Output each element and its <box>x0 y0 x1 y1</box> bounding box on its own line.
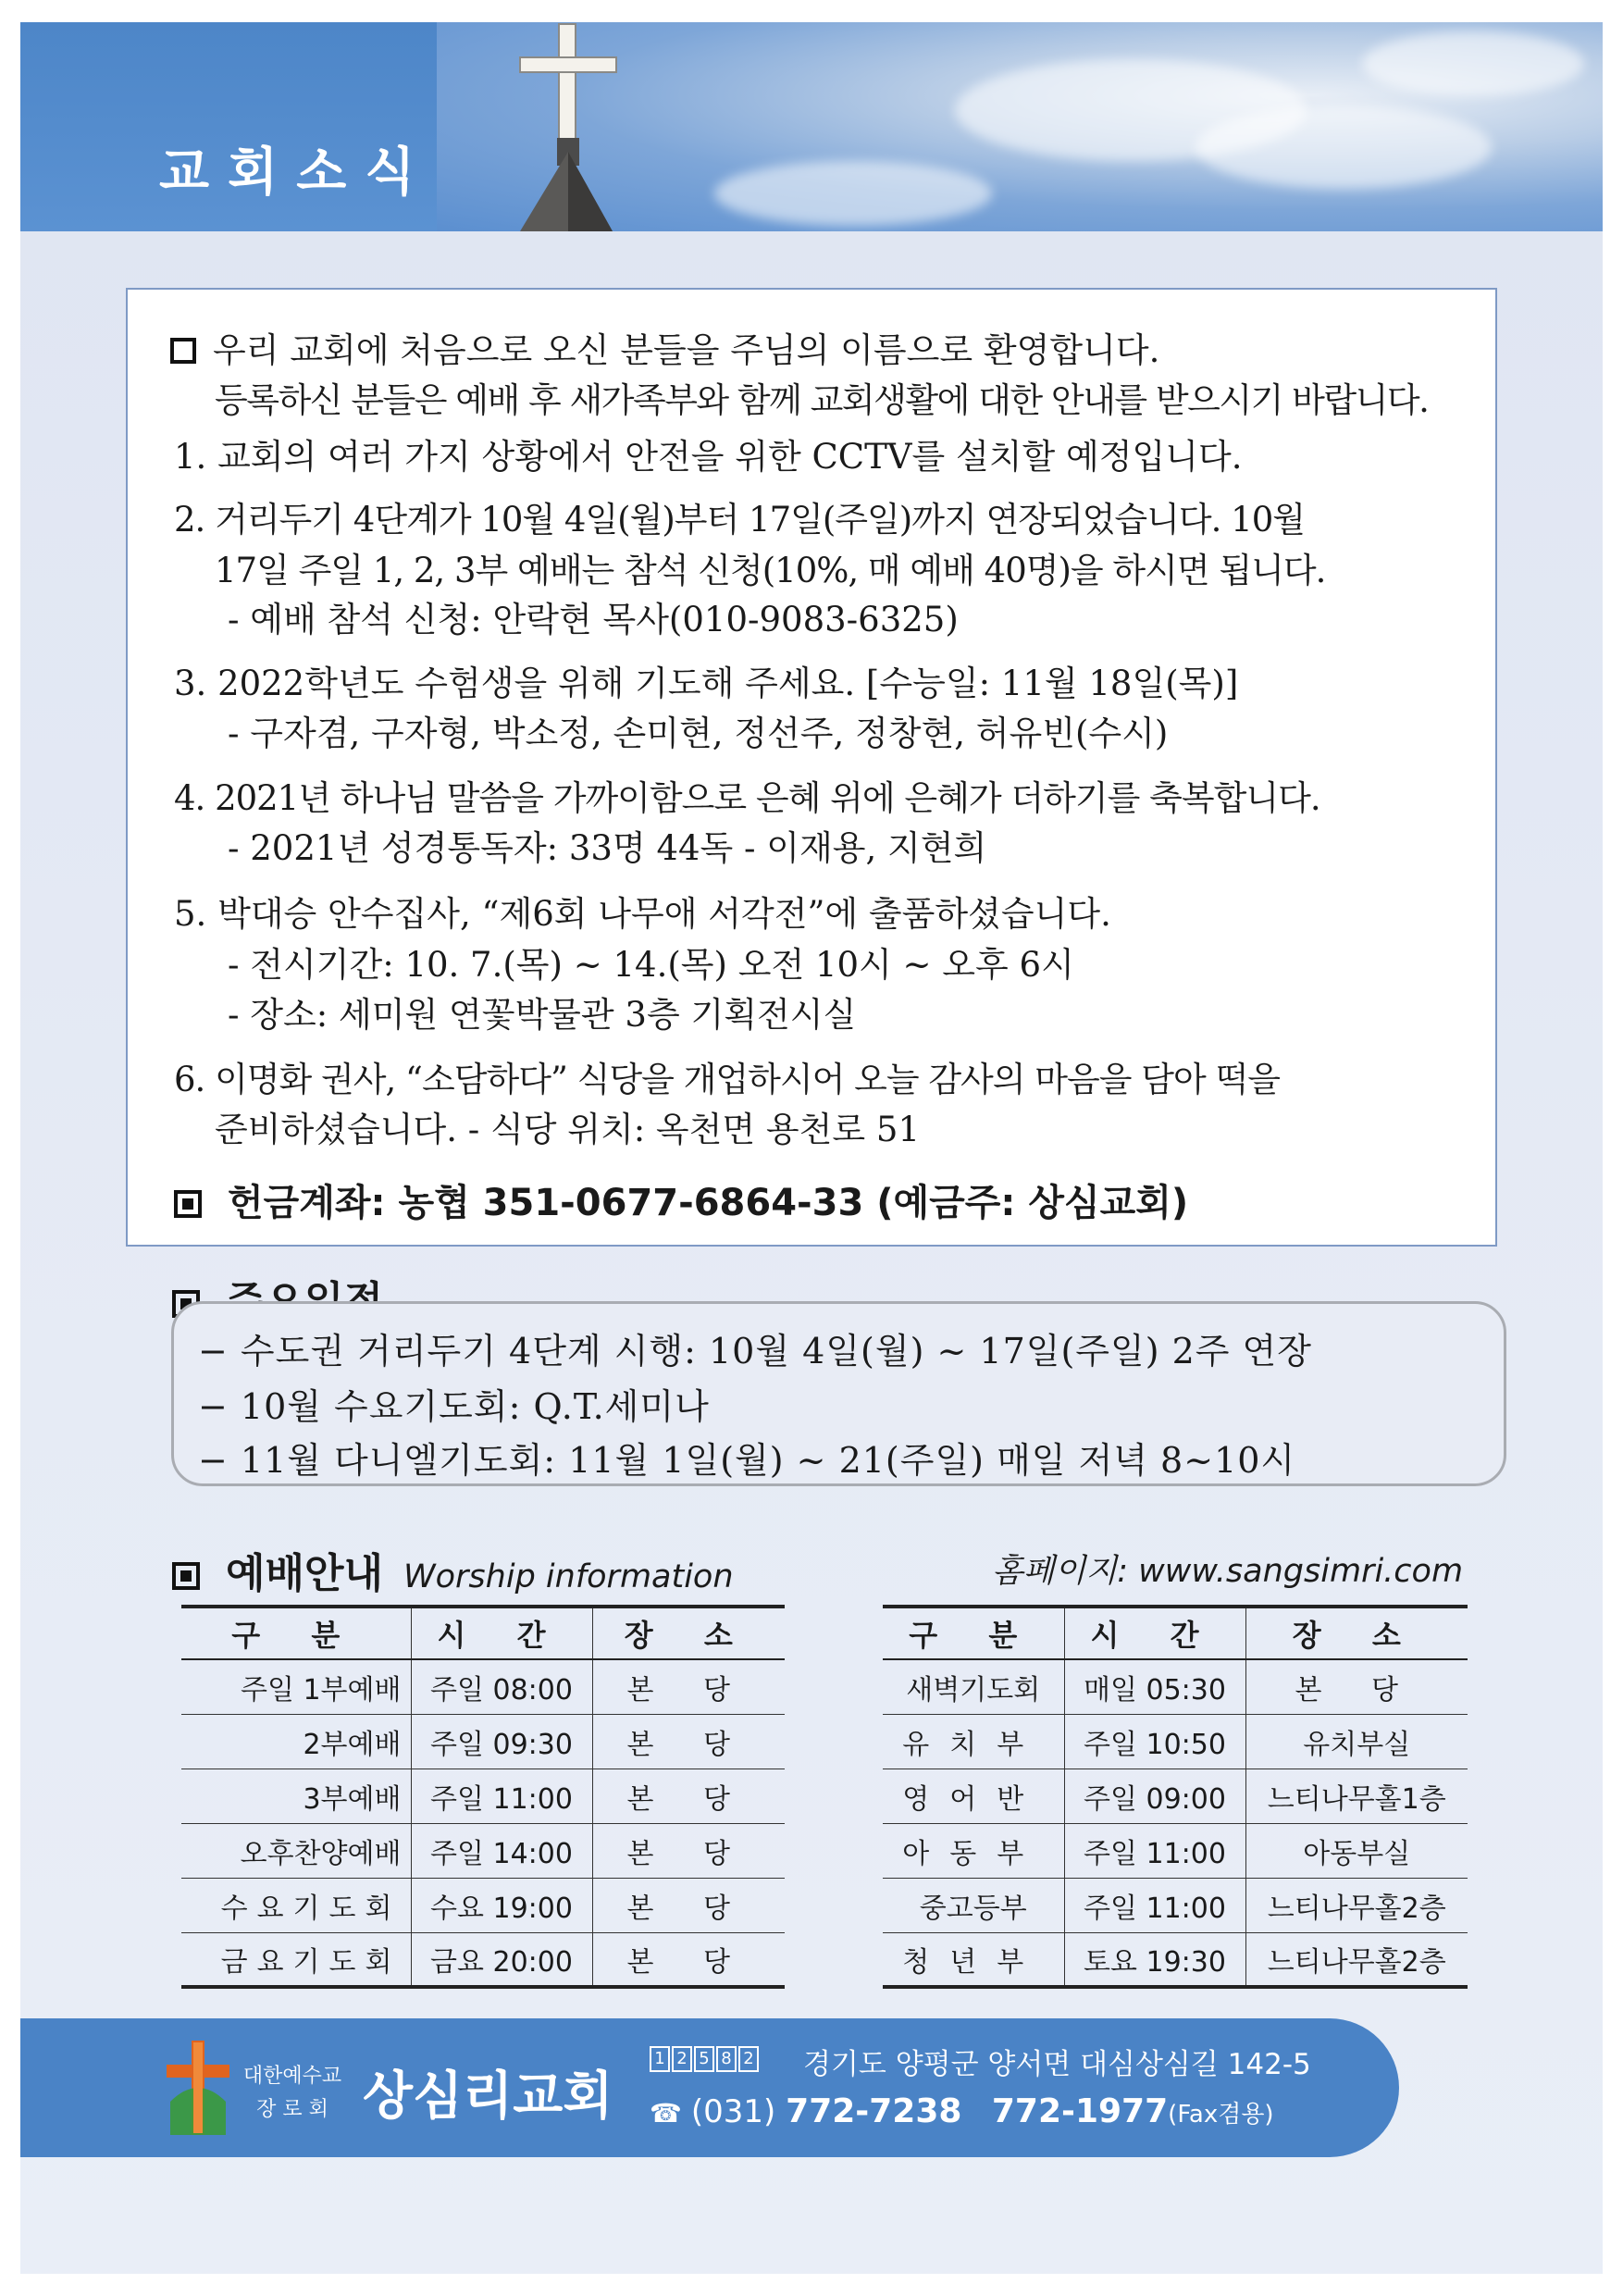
service-name: 금요기도회 <box>181 1932 411 1987</box>
service-time: 토요 19:30 <box>1064 1932 1245 1987</box>
schedule-box <box>171 1301 1506 1486</box>
denomination <box>239 2060 346 2127</box>
table-header-row <box>181 1607 785 1659</box>
phone-number-1: 772-7238 <box>786 2092 962 2130</box>
service-name: 중고등부 <box>883 1878 1064 1932</box>
phone-prefix: (031) <box>690 2093 776 2130</box>
service-name: 영어반 <box>883 1769 1064 1823</box>
table-row <box>181 1714 785 1769</box>
service-time: 주일 09:00 <box>1064 1769 1245 1823</box>
service-name: 오후찬양예배 <box>181 1823 411 1878</box>
service-place: 유치부실 <box>1245 1714 1468 1769</box>
service-place: 본 당 <box>592 1823 785 1878</box>
fax-note: (Fax겸용) <box>1168 2101 1274 2128</box>
church-name: 상심리교회 <box>363 2066 613 2127</box>
column-header: 시 간 <box>411 1607 592 1659</box>
church-cross-logo-icon <box>161 2037 235 2139</box>
offering-account: 헌금계좌: 농협 351-0677-6864-33 (예금주: 상심교회) <box>174 1173 1188 1226</box>
service-name: 주일 1부예배 <box>181 1659 411 1714</box>
church-steeple-cross-icon <box>483 22 668 231</box>
service-place: 아동부실 <box>1245 1823 1468 1878</box>
denomination-line-1: 대한예수교 <box>242 2065 342 2088</box>
service-time: 금요 20:00 <box>411 1932 592 1987</box>
notice-item-2-line-3: - 예배 참석 신청: 안락현 목사(010-9083-6325) <box>228 600 959 639</box>
notice-item-2-line-1: 2. 거리두기 4단계가 10월 4일(월)부터 17일(주일)까지 연장되었습니다. 10월 <box>174 500 1306 540</box>
notice-item-3-line-1: 3. 2022학년도 수험생을 위해 기도해 주세요. [수능일: 11월 18일(목)] <box>174 664 1239 703</box>
phone-number-2: 772-1977 <box>991 2092 1169 2130</box>
column-header: 시 간 <box>1064 1607 1245 1659</box>
notice-item-3-line-2: - 구자겸, 구자형, 박소정, 손미현, 정선주, 정창현, 허유빈(수시) <box>228 714 1169 753</box>
square-bullet-icon <box>170 338 196 364</box>
table-row <box>883 1878 1468 1932</box>
postcode-digit: 5 <box>694 2046 714 2072</box>
table-header-row <box>883 1607 1468 1659</box>
service-place: 본 당 <box>1245 1659 1468 1714</box>
notice-item-1: 1. 교회의 여러 가지 상황에서 안전을 위한 CCTV를 설치할 예정입니다. <box>174 437 1243 477</box>
schedule-line-1: − 수도권 거리두기 4단계 시행: 10월 4일(월) ~ 17일(주일) 2주 연장 <box>198 1331 1312 1371</box>
boxed-square-bullet-icon <box>172 1562 200 1590</box>
notice-item-5-line-2: - 전시기간: 10. 7.(목) ~ 14.(목) 오전 10시 ~ 오후 6시 <box>228 945 1074 985</box>
service-name: 청년부 <box>883 1932 1064 1987</box>
telephone-icon: ☎ <box>650 2098 682 2128</box>
service-time: 주일 09:30 <box>411 1714 592 1769</box>
schedule-line-2: − 10월 수요기도회: Q.T.세미나 <box>198 1386 710 1427</box>
service-time: 주일 11:00 <box>411 1769 592 1823</box>
welcome-line-2: 등록하신 분들은 예배 후 새가족부와 함께 교회생활에 대한 안내를 받으시기 바랍니다. <box>215 380 1429 420</box>
service-place: 느티나무홀2층 <box>1245 1932 1468 1987</box>
table-row <box>181 1878 785 1932</box>
worship-heading: 예배안내 Worship information <box>172 1540 734 1599</box>
service-name: 아동부 <box>883 1823 1064 1878</box>
worship-table-right <box>883 1605 1468 1989</box>
denomination-line-2: 장 로 회 <box>256 2098 328 2121</box>
service-time: 매일 05:30 <box>1064 1659 1245 1714</box>
service-place: 본 당 <box>592 1878 785 1932</box>
service-time: 주일 14:00 <box>411 1823 592 1878</box>
service-time: 주일 10:50 <box>1064 1714 1245 1769</box>
notice-item-5-line-3: - 장소: 세미원 연꽃박물관 3층 기획전시실 <box>228 995 857 1035</box>
service-place: 느티나무홀1층 <box>1245 1769 1468 1823</box>
service-name: 2부예배 <box>181 1714 411 1769</box>
postcode-digit: 2 <box>738 2046 759 2072</box>
worship-subtitle: Worship information <box>403 1558 734 1595</box>
notice-box <box>126 288 1497 1247</box>
church-phone <box>650 2092 1274 2130</box>
notice-item-5-line-1: 5. 박대승 안수집사, “제6회 나무애 서각전”에 출품하셨습니다. <box>174 894 1111 934</box>
table-row <box>181 1823 785 1878</box>
service-time: 수요 19:00 <box>411 1878 592 1932</box>
postcode-boxes <box>650 2046 759 2072</box>
service-place: 본 당 <box>592 1659 785 1714</box>
service-name: 수요기도회 <box>181 1878 411 1932</box>
service-name: 3부예배 <box>181 1769 411 1823</box>
service-time: 주일 11:00 <box>1064 1823 1245 1878</box>
column-header: 구 분 <box>181 1607 411 1659</box>
table-row <box>883 1769 1468 1823</box>
footer-banner <box>20 2018 1399 2157</box>
notice-item-6-line-2: 준비하셨습니다. - 식당 위치: 옥천면 용천로 51 <box>215 1110 920 1149</box>
service-name: 새벽기도회 <box>883 1659 1064 1714</box>
column-header: 장 소 <box>1245 1607 1468 1659</box>
boxed-square-bullet-icon <box>174 1190 202 1218</box>
welcome-line-1: 우리 교회에 처음으로 오신 분들을 주님의 이름으로 환영합니다. <box>170 329 1159 373</box>
table-row <box>181 1932 785 1987</box>
church-address: 경기도 양평군 양서면 대심상심길 142-5 <box>803 2048 1311 2081</box>
table-row <box>181 1659 785 1714</box>
table-row <box>181 1769 785 1823</box>
service-time: 주일 11:00 <box>1064 1878 1245 1932</box>
worship-table-left <box>181 1605 785 1989</box>
postcode-digit: 8 <box>716 2046 737 2072</box>
table-row <box>883 1823 1468 1878</box>
service-time: 주일 08:00 <box>411 1659 592 1714</box>
homepage-url: 홈페이지: www.sangsimri.com <box>992 1553 1464 1590</box>
table-row <box>883 1714 1468 1769</box>
column-header: 장 소 <box>592 1607 785 1659</box>
service-place: 느티나무홀2층 <box>1245 1878 1468 1932</box>
column-header: 구 분 <box>883 1607 1064 1659</box>
service-place: 본 당 <box>592 1769 785 1823</box>
bulletin-page <box>20 22 1603 2274</box>
table-row <box>883 1659 1468 1714</box>
schedule-line-3: − 11월 다니엘기도회: 11월 1일(월) ~ 21(주일) 매일 저녁 8~10시 <box>198 1440 1296 1481</box>
service-name: 유치부 <box>883 1714 1064 1769</box>
notice-item-4-line-1: 4. 2021년 하나님 말씀을 가까이함으로 은혜 위에 은혜가 더하기를 축복합니다. <box>174 778 1320 818</box>
header-banner <box>20 22 1603 231</box>
notice-item-2-line-2: 17일 주일 1, 2, 3부 예배는 참석 신청(10%, 매 예배 40명)을 하시면 됩니다. <box>215 551 1326 590</box>
postcode-digit: 2 <box>672 2046 692 2072</box>
page-title: 교회소식 <box>159 143 434 203</box>
notice-item-4-line-2: - 2021년 성경통독자: 33명 44독 - 이재용, 지현희 <box>228 828 987 868</box>
postcode-digit: 1 <box>650 2046 670 2072</box>
service-place: 본 당 <box>592 1714 785 1769</box>
notice-item-6-line-1: 6. 이명화 권사, “소담하다” 식당을 개업하시어 오늘 감사의 마음을 담아 떡을 <box>174 1060 1281 1099</box>
service-place: 본 당 <box>592 1932 785 1987</box>
table-row <box>883 1932 1468 1987</box>
